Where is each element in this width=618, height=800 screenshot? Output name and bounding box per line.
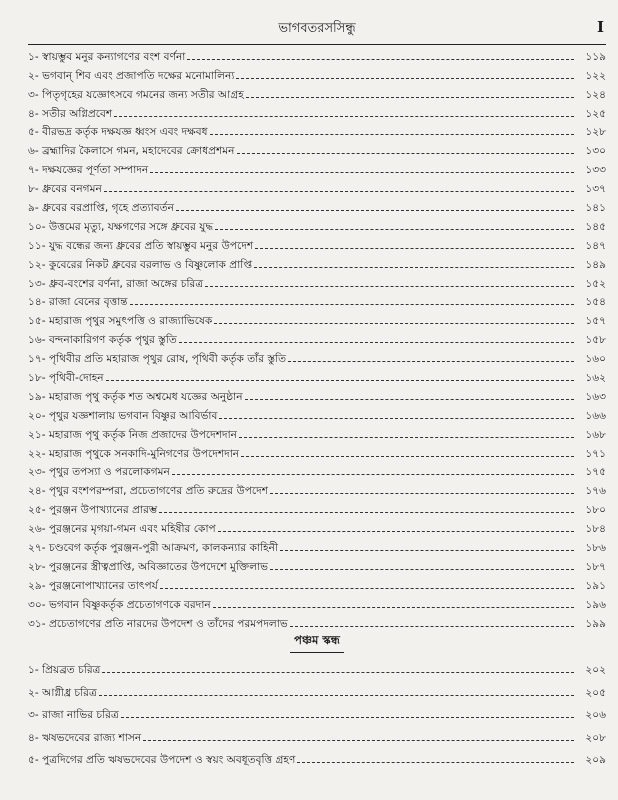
toc-entry-page: ১৪৭ <box>585 239 606 252</box>
toc-entry-title <box>28 523 216 536</box>
toc-entry-number: ৩১- <box>28 617 46 630</box>
toc-entry-text: পৃথুর যজ্ঞশালায় ভগবান বিষ্ণুর আবির্ভাব <box>48 409 218 422</box>
toc-entry-text: পিতৃগৃহের যজ্ঞোৎসবে গমনের জন্য সতীর আগ্রহ <box>42 88 244 101</box>
toc-entry <box>28 366 606 385</box>
toc-entry-text: ভগবান বিষ্ণুকর্তৃক প্রচেতাগণকে বরদান <box>48 598 211 611</box>
toc-entry-text: উত্তমের মৃত্যু, যক্ষগণের সঙ্গে ধ্রুবের যুদ্ধ <box>48 220 214 233</box>
toc-entry-page: ১৪৫ <box>585 220 606 233</box>
toc-entry-title <box>28 278 203 291</box>
toc-entry-title <box>28 126 208 139</box>
toc-entry <box>28 177 606 196</box>
toc-entry-page: ১৬৬ <box>585 409 606 422</box>
leader-dashes <box>159 512 574 513</box>
leader-dashes <box>114 116 574 117</box>
toc-entry-number: ৩০- <box>28 598 46 611</box>
toc-entry-title <box>28 372 104 385</box>
toc-entry-text: ব্রহ্মাদির কৈলাসে গমন, মহাদেবের ক্রোধপ্রশমন <box>42 145 235 158</box>
leader-dashes <box>187 59 574 60</box>
toc-entry-number: ৪- <box>28 107 39 120</box>
leader-dashes <box>214 323 574 324</box>
toc-entry <box>28 612 606 631</box>
toc-entry-number: ৮- <box>28 183 39 196</box>
toc-entry <box>28 215 606 234</box>
toc-entry-text: বন্দনাকারিগণ কর্তৃক পৃথুর স্তুতি <box>48 334 177 347</box>
toc-entry <box>28 745 606 768</box>
section-heading-label: পঞ্চম স্কন্ধ <box>290 632 344 653</box>
toc-entry-page: ১৩৭ <box>585 183 606 196</box>
toc-entry-number: ১১- <box>28 239 46 252</box>
toc-entry-title <box>28 664 100 677</box>
toc-entry-title <box>28 485 268 498</box>
toc-entry-page: ১৭৫ <box>585 466 606 479</box>
toc-entry-number: ১- <box>28 664 39 677</box>
toc-entry <box>28 272 606 291</box>
leader-dashes <box>254 267 574 268</box>
toc-entry-text: পৃথিবী-দোহন <box>48 372 104 385</box>
toc-entry-number: ২- <box>28 69 39 82</box>
toc-entry-text: পৃথুর বংশপরম্পরা, প্রচেতাগণের প্রতি রুদ্রের উপদেশ <box>48 485 268 498</box>
toc-entry-page: ১২২ <box>585 69 606 82</box>
toc-entry-title <box>28 202 174 215</box>
toc-entry-text: রাজা নাভির চরিত্র <box>42 709 119 722</box>
toc-entry-title <box>28 108 112 121</box>
toc-entry-page: ২০৬ <box>585 709 606 722</box>
leader-dashes <box>130 304 574 305</box>
toc-entry-page: ২০৯ <box>585 754 606 767</box>
toc-entry-title <box>28 315 212 328</box>
toc-entry <box>28 45 606 64</box>
toc-entry <box>28 102 606 121</box>
leader-dashes <box>102 672 574 673</box>
toc-entry-page: ১৭৬ <box>585 485 606 498</box>
leader-dashes <box>270 569 574 570</box>
leader-dashes <box>215 229 574 230</box>
toc-entry-number: ১৭- <box>28 353 46 366</box>
toc-entry-text: পুরঞ্জনের মৃগয়া-গমন এবং মহিষীর কোপ <box>48 523 216 536</box>
leader-dashes <box>290 626 574 627</box>
toc-entry <box>28 83 606 102</box>
toc-entry-title <box>28 145 235 158</box>
toc-entry <box>28 64 606 83</box>
toc-entry <box>28 655 606 678</box>
toc-entry-page: ১৬৮ <box>585 428 606 441</box>
toc-entry-number: ২১- <box>28 428 46 441</box>
toc-entry-number: ২৯- <box>28 579 46 592</box>
toc-entry-text: পুরঞ্জনের স্ত্রীত্বপ্রাপ্তি, অবিজ্ঞাতের উপদেশে মুক্তিলাভ <box>48 560 269 573</box>
toc-entry-title <box>28 542 278 555</box>
toc-entry-title <box>28 618 288 631</box>
toc-entry-page: ১৯১ <box>585 579 606 592</box>
toc-entry-number: ১- <box>28 50 39 63</box>
toc-entry <box>28 700 606 723</box>
toc-entry-title <box>28 89 244 102</box>
toc-entry-text: পুরঞ্জন উপাখ্যানের প্রারম্ভ <box>48 504 158 517</box>
leader-dashes <box>143 740 574 741</box>
toc-entry <box>28 385 606 404</box>
toc-entry <box>28 309 606 328</box>
toc-entry-number: ৩- <box>28 88 39 101</box>
toc-entry-page: ২০৮ <box>585 731 606 744</box>
leader-dashes <box>219 418 574 419</box>
leader-dashes <box>218 531 574 532</box>
toc-entry-text: পুত্রদিগের প্রতি ঋষভদেবের উপদেশ ও স্বয়ং অবধূতবৃত্তি গ্রহণ <box>42 754 296 767</box>
toc-entry-page: ১৬২ <box>585 372 606 385</box>
toc-entry-number: ১০- <box>28 220 46 233</box>
leader-dashes <box>160 588 574 589</box>
toc-entry-page: ১৯৬ <box>585 598 606 611</box>
toc-entry-page: ১৪১ <box>585 202 606 215</box>
toc-entry-text: মহারাজ পৃথু কর্তৃক নিজ প্রজাদের উপদেশদান <box>48 428 237 441</box>
toc-entry-number: ১৯- <box>28 390 46 403</box>
toc-entry <box>28 677 606 700</box>
leader-dashes <box>246 97 574 98</box>
toc-entry-page: ১৫৮ <box>585 334 606 347</box>
leader-dashes <box>297 762 574 763</box>
toc-entry-number: ২৬- <box>28 523 46 536</box>
toc-entry-text: কুবেরের নিকট ধ্রুবের বরলাভ ও বিষ্ণুলোক প্রাপ্তি <box>48 258 253 271</box>
toc-entry-page: ১৫৪ <box>585 296 606 309</box>
leader-dashes <box>179 342 574 343</box>
leader-dashes <box>150 172 574 173</box>
toc-list <box>28 45 606 631</box>
toc-entry-text: আগ্নীধ্র চরিত্র <box>42 686 97 699</box>
toc-entry <box>28 555 606 574</box>
toc-entry-title <box>28 334 177 347</box>
toc-entry <box>28 347 606 366</box>
toc-entry-text: ঋষভদেবের রাজ্য শাসন <box>42 731 142 744</box>
toc-entry-title <box>28 221 213 234</box>
toc-entry-page: ২০৫ <box>585 686 606 699</box>
toc-entry-title <box>28 70 234 83</box>
toc-entry-text: স্বায়ম্ভুব মনুর কন্যাগণের বংশ বর্ণনা <box>42 50 186 63</box>
toc-entry-text: চণ্ডবেগ কর্তৃক পুরঞ্জন-পুরী আক্রমণ, কালকন্যার কাহিনী <box>48 542 279 555</box>
toc-entry-number: ২৭- <box>28 542 46 555</box>
toc-entry-number: ১৪- <box>28 296 46 309</box>
toc-entry-text: ধ্রুবের বনগমন <box>42 183 102 196</box>
toc-entry-title <box>28 391 243 404</box>
toc-entry-page: ১৫৭ <box>585 315 606 328</box>
toc-entry <box>28 291 606 310</box>
toc-entry-number: ২৮- <box>28 560 46 573</box>
toc-entry-number: ২৫- <box>28 504 46 517</box>
toc-entry <box>28 517 606 536</box>
toc-entry-title <box>28 259 252 272</box>
toc-entry-page: ১২৮ <box>585 126 606 139</box>
toc-entry-number: ৭- <box>28 164 39 177</box>
toc-entry <box>28 328 606 347</box>
toc-entry-title <box>28 183 102 196</box>
toc-entry-text: যুদ্ধ বন্ধের জন্য ধ্রুবের প্রতি স্বায়ম্ভুব মনুর উপদেশ <box>48 239 254 252</box>
leader-dashes <box>121 717 574 718</box>
toc-entry-title <box>28 561 268 574</box>
toc-entry-page: ১২৫ <box>585 107 606 120</box>
toc-entry-text: দক্ষযজ্ঞের পূর্ণতা সম্পাদন <box>42 164 149 177</box>
toc-entry-title <box>28 164 148 177</box>
toc-entry <box>28 479 606 498</box>
leader-dashes <box>239 437 574 438</box>
toc-entry-text: মহারাজ পৃথুর সমুৎপত্তি ও রাজ্যাভিষেক <box>48 315 213 328</box>
toc-entry-page: ১৭১ <box>585 447 606 460</box>
toc-entry-title <box>28 754 295 767</box>
leader-dashes <box>288 361 574 362</box>
toc-entry <box>28 536 606 555</box>
toc-entry-title <box>28 466 170 479</box>
toc-entry-title <box>28 51 185 64</box>
leader-dashes <box>270 493 574 494</box>
toc-entry-page: ১৬০ <box>585 353 606 366</box>
toc-entry <box>28 593 606 612</box>
leader-dashes <box>210 134 574 135</box>
toc-entry-title <box>28 429 237 442</box>
toc-entry-text: ধ্রুবের বরপ্রাপ্তি, গৃহে প্রত্যাবর্তন <box>42 202 174 215</box>
toc-entry-title <box>28 599 211 612</box>
toc-entry-number: ২৪- <box>28 485 46 498</box>
toc-entry-text: পৃথিবীর প্রতি মহারাজ পৃথুর রোষ, পৃথিবী কর্তৃক তাঁর স্তুতি <box>48 353 287 366</box>
toc-entry-number: ৫- <box>28 754 39 767</box>
toc-entry-number: ২৩- <box>28 466 46 479</box>
toc-entry-text: প্রচেতাগণের প্রতি নারদের উপদেশ ও তাঁদের পরমপদলাভ <box>48 617 288 630</box>
leader-dashes <box>205 286 574 287</box>
toc-entry-title <box>28 448 239 461</box>
toc-list-section5 <box>28 655 606 768</box>
leader-dashes <box>236 78 574 79</box>
toc-entry-page: ১৮৭ <box>585 560 606 573</box>
toc-entry-number: ১৫- <box>28 315 46 328</box>
toc-entry <box>28 574 606 593</box>
toc-entry-page: ১৩০ <box>585 145 606 158</box>
toc-entry-page: ২০২ <box>585 664 606 677</box>
toc-page <box>28 14 606 794</box>
toc-entry <box>28 234 606 253</box>
toc-entry <box>28 139 606 158</box>
toc-entry-page: ১৮০ <box>585 504 606 517</box>
section-heading <box>28 631 606 655</box>
toc-entry-title <box>28 410 217 423</box>
toc-entry-title <box>28 353 286 366</box>
toc-entry-number: ১৬- <box>28 334 46 347</box>
toc-entry-text: মহারাজ পৃথু কর্তৃক শত অশ্বমেধ যজ্ঞের অনুষ্ঠান <box>48 390 243 403</box>
toc-entry-text: প্রিয়ব্রত চরিত্র <box>42 664 101 677</box>
toc-entry-text: ভগবান্ শিব এবং প্রজাপতি দক্ষের মনোমালিন্য <box>42 69 235 82</box>
leader-dashes <box>213 607 574 608</box>
leader-dashes <box>99 695 574 696</box>
toc-entry-number: ১৩- <box>28 277 46 290</box>
toc-entry-title <box>28 732 141 745</box>
leader-dashes <box>245 399 574 400</box>
page-header <box>28 14 606 44</box>
leader-dashes <box>241 456 574 457</box>
toc-entry-text: পৃথুর তপস্যা ও পরলোকগমন <box>48 466 170 479</box>
toc-entry-page: ১৩৩ <box>585 164 606 177</box>
toc-entry-title <box>28 240 253 253</box>
toc-entry-page: ১২৪ <box>585 88 606 101</box>
toc-entry <box>28 461 606 480</box>
toc-entry-text: পুরঞ্জনোপাখ্যানের তাৎপর্য <box>48 579 158 592</box>
leader-dashes <box>255 248 574 249</box>
toc-entry <box>28 423 606 442</box>
toc-entry-number: ৩- <box>28 709 39 722</box>
toc-entry-page: ১৪৯ <box>585 258 606 271</box>
leader-dashes <box>176 210 574 211</box>
toc-entry-text: রাজা বেনের বৃত্তান্ত <box>48 296 128 309</box>
toc-entry-number: ৯- <box>28 202 39 215</box>
toc-entry-page: ১১৯ <box>585 50 606 63</box>
toc-entry-number: ২২- <box>28 447 46 460</box>
toc-entry-text: বীরভদ্র কর্তৃক দক্ষযজ্ঞ ধ্বংস এবং দক্ষবধ <box>42 126 208 139</box>
toc-entry-title <box>28 687 97 700</box>
toc-entry-text: ধ্রুব-বংশের বর্ণনা, রাজা অঙ্গের চরিত্র <box>48 277 204 290</box>
toc-entry-title <box>28 504 157 517</box>
leader-dashes <box>280 550 574 551</box>
toc-entry-title <box>28 709 119 722</box>
toc-entry-page: ১৮৬ <box>585 542 606 555</box>
toc-entry <box>28 121 606 140</box>
toc-entry-number: ১২- <box>28 258 46 271</box>
toc-entry-number: ১৮- <box>28 372 46 385</box>
toc-entry-number: ২০- <box>28 409 46 422</box>
toc-entry <box>28 158 606 177</box>
toc-entry <box>28 722 606 745</box>
toc-entry-text: সতীর অগ্নিপ্রবেশ <box>42 107 113 120</box>
leader-dashes <box>104 191 574 192</box>
toc-entry <box>28 442 606 461</box>
toc-entry <box>28 498 606 517</box>
leader-dashes <box>106 380 574 381</box>
toc-entry-text: মহারাজ পৃথুকে সনকাদি-মুনিগণের উপদেশদান <box>48 447 240 460</box>
toc-entry-page: ১৫২ <box>585 277 606 290</box>
toc-entry-number: ৪- <box>28 731 39 744</box>
toc-entry-title <box>28 580 158 593</box>
toc-entry-page: ১৮৪ <box>585 523 606 536</box>
toc-entry <box>28 253 606 272</box>
toc-entry-number: ২- <box>28 686 39 699</box>
toc-entry-title <box>28 296 128 309</box>
book-title: ভাগবতরসসিন্ধু <box>278 20 356 36</box>
toc-entry-page: ১৬৩ <box>585 390 606 403</box>
leader-dashes <box>172 474 574 475</box>
toc-entry <box>28 196 606 215</box>
page-number: I <box>596 18 604 36</box>
toc-entry-page: ১৯৯ <box>585 617 606 630</box>
toc-entry <box>28 404 606 423</box>
leader-dashes <box>237 153 574 154</box>
toc-entry-number: ৬- <box>28 145 39 158</box>
toc-entry-number: ৫- <box>28 126 39 139</box>
